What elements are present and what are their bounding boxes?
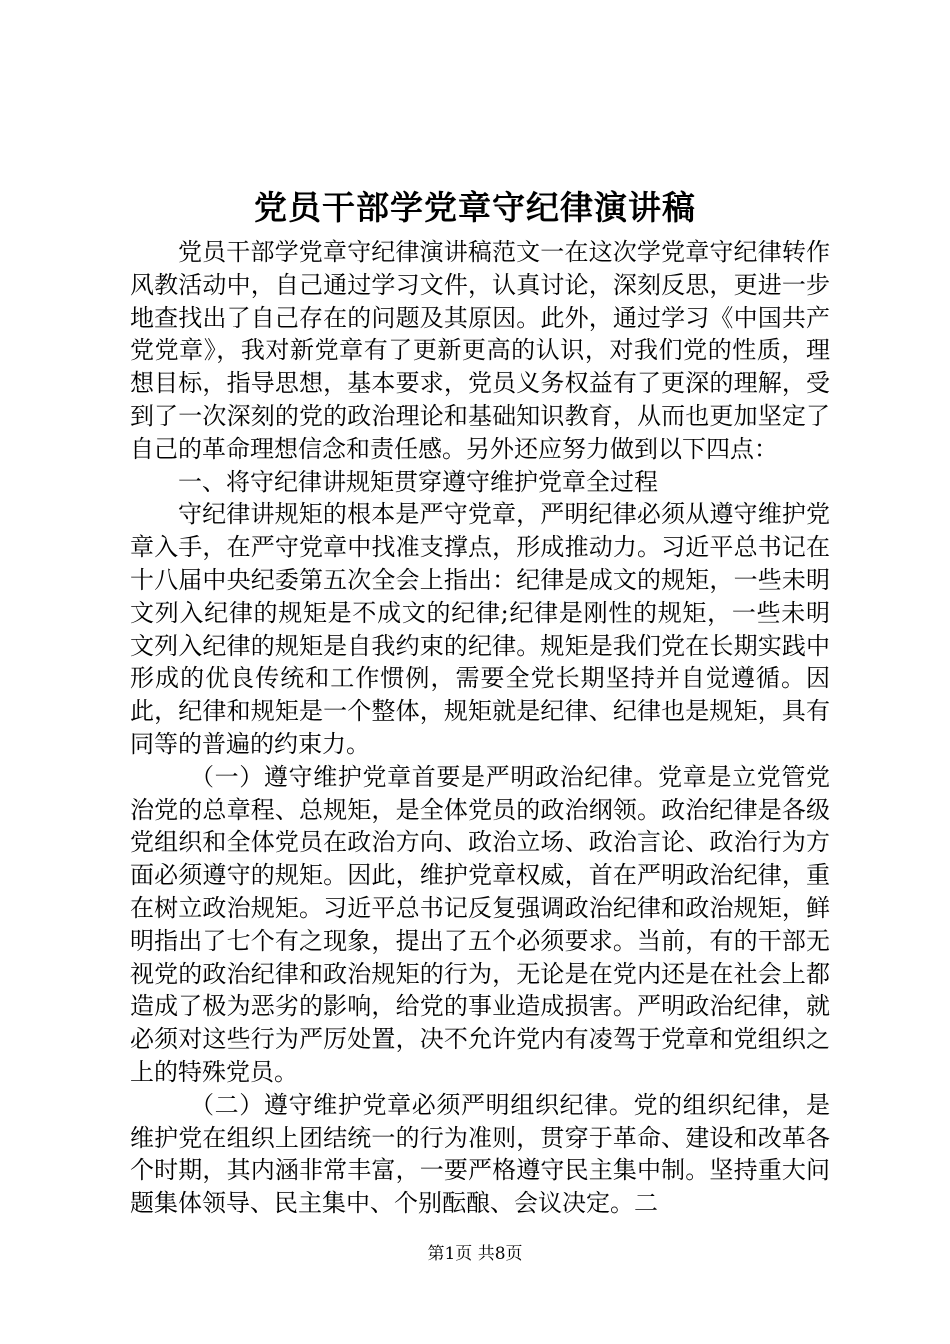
section-heading-1: 一、将守纪律讲规矩贯穿遵守维护党章全过程	[178, 467, 658, 496]
paragraph-intro: 党员干部学党章守纪律演讲稿范文一在这次学党章守纪律转作风教活动中，自己通过学习文件，认真讨论，深刻反思，更进一步地查找出了自己存在的问题及其原因。此外，通过学习《中国共产党党章》，我对新党章有了更新更高的认识，对我们党的性质，理想目标，指导思想，基本要求，党员义务权益有了更深的理解，受到了一次深刻的党的政治理论和基础知识教育，从而也更加坚定了自己的革命理想信念和责任感。另外还应努力做到以下四点：	[130, 238, 830, 463]
document-title: 党员干部学党章守纪律演讲稿	[254, 188, 696, 227]
paragraph-section-1: 守纪律讲规矩的根本是严守党章，严明纪律必须从遵守维护党章入手，在严守党章中找准支撑点，形成推动力。习近平总书记在十八届中央纪委第五次全会上指出：纪律是成文的规矩，一些未明文列入纪律的规矩是不成文的纪律;纪律是刚性的规矩，一些未明文列入纪律的规矩是自我约束的纪律。规矩是我们党在长期实践中形成的优良传统和工作惯例，需要全党长期坚持并自觉遵循。因此，纪律和规矩是一个整体，规矩就是纪律、纪律也是规矩，具有同等的普遍的约束力。	[130, 500, 830, 758]
page-number-footer: 第1页 共8页	[427, 1244, 523, 1264]
paragraph-point-2: （二）遵守维护党章必须严明组织纪律。党的组织纪律，是维护党在组织上团结统一的行为准则，贯穿于革命、建设和改革各个时期，其内涵非常丰富，一要严格遵守民主集中制。坚持重大问题集体领导、民主集中、个别酝酿、会议决定。二	[130, 1090, 830, 1218]
paragraph-point-1: （一）遵守维护党章首要是严明政治纪律。党章是立党管党治党的总章程、总规矩，是全体党员的政治纲领。政治纪律是各级党组织和全体党员在政治方向、政治立场、政治言论、政治行为方面必须遵守的规矩。因此，维护党章权威，首在严明政治纪律，重在树立政治规矩。习近平总书记反复强调政治纪律和政治规矩，鲜明指出了七个有之现象，提出了五个必须要求。当前，有的干部无视党的政治纪律和政治规矩的行为，无论是在党内还是在社会上都造成了极为恶劣的影响，给党的事业造成损害。严明政治纪律，就必须对这些行为严厉处置，决不允许党内有凌驾于党章和党组织之上的特殊党员。	[130, 762, 830, 1086]
document-body	[130, 236, 830, 1220]
